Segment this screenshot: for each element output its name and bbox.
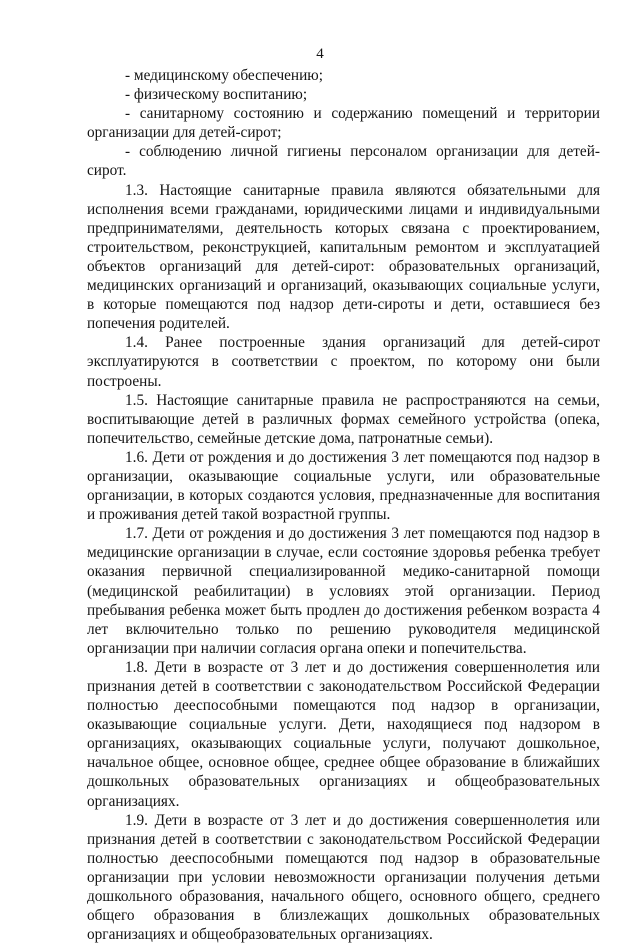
list-item-personal-hygiene: - соблюдению личной гигиены персоналом организации для детей-сирот. <box>87 143 600 180</box>
list-item-physical-education: - физическому воспитанию; <box>125 86 308 104</box>
paragraph-1-4: 1.4. Ранее построенные здания организаций для детей-сирот эксплуатируются в соответствии с проектом, по которому они были построены. <box>87 334 600 390</box>
list-item-sanitary-condition: - санитарному состоянию и содержанию помещений и территории организации для детей-сирот; <box>87 105 600 142</box>
page-number: 4 <box>316 46 324 62</box>
document-body <box>87 66 600 944</box>
paragraph-1-7: 1.7. Дети от рождения и до достижения 3 лет помещаются под надзор в медицинские организации в случае, если состояние здоровья ребенка требует оказания первичной специализированной медико-санитарной помощи (медицинской реабилитации) в условиях этой организации. Период пребывания ребенка может быть продлен до достижения ребенком возраста 4 лет включительно только по решению руководителя медицинской организации при наличии согласия органа опеки и попечительства. <box>87 525 600 657</box>
paragraph-1-3: 1.3. Настоящие санитарные правила являются обязательными для исполнения всеми гражданами, юридическими лицами и индивидуальными предпринимателями, деятельность которых связана с проектированием, строительством, реконструкцией, капитальным ремонтом и эксплуатацией объектов организаций для детей-сирот: образовательных организаций, медицинских организаций и организаций, оказывающих социальные услуги, в которые помещаются под надзор дети-сироты и дети, оставшиеся без попечения родителей. <box>87 181 600 333</box>
paragraph-1-5: 1.5. Настоящие санитарные правила не распространяются на семьи, воспитывающие детей в различных формах семейного устройства (опека, попечительство, семейные детские дома, патронатные семьи). <box>87 391 600 447</box>
list-item-medical: - медицинскому обеспечению; <box>125 67 323 84</box>
paragraph-1-9: 1.9. Дети в возрасте от 3 лет и до достижения совершеннолетия или признания детей в соответствии с законодательством Российской Федерации полностью дееспособными помещаются под надзор в образовательные организации при условии невозможности организации получения детьми дошкольного образования, начального общего, основного общего, среднего общего образования в близлежащих дошкольных образовательных организациях и общеобразовательных организациях. <box>87 811 600 944</box>
paragraph-1-6: 1.6. Дети от рождения и до достижения 3 лет помещаются под надзор в организации, оказывающие социальные услуги, или образовательные организации, в которых создаются условия, предназначенные для воспитания и проживания детей такой возрастной группы. <box>87 448 600 524</box>
paragraph-1-8: 1.8. Дети в возрасте от 3 лет и до достижения совершеннолетия или признания детей в соответствии с законодательством Российской Федерации полностью дееспособными помещаются под надзор в организации, оказывающие социальные услуги. Дети, находящиеся под надзором в организациях, оказывающих социальные услуги, получают дошкольное, начальное общее, основное общее, среднее общее образование в ближайших дошкольных образовательных организациях и общеобразовательных организациях. <box>87 658 600 810</box>
